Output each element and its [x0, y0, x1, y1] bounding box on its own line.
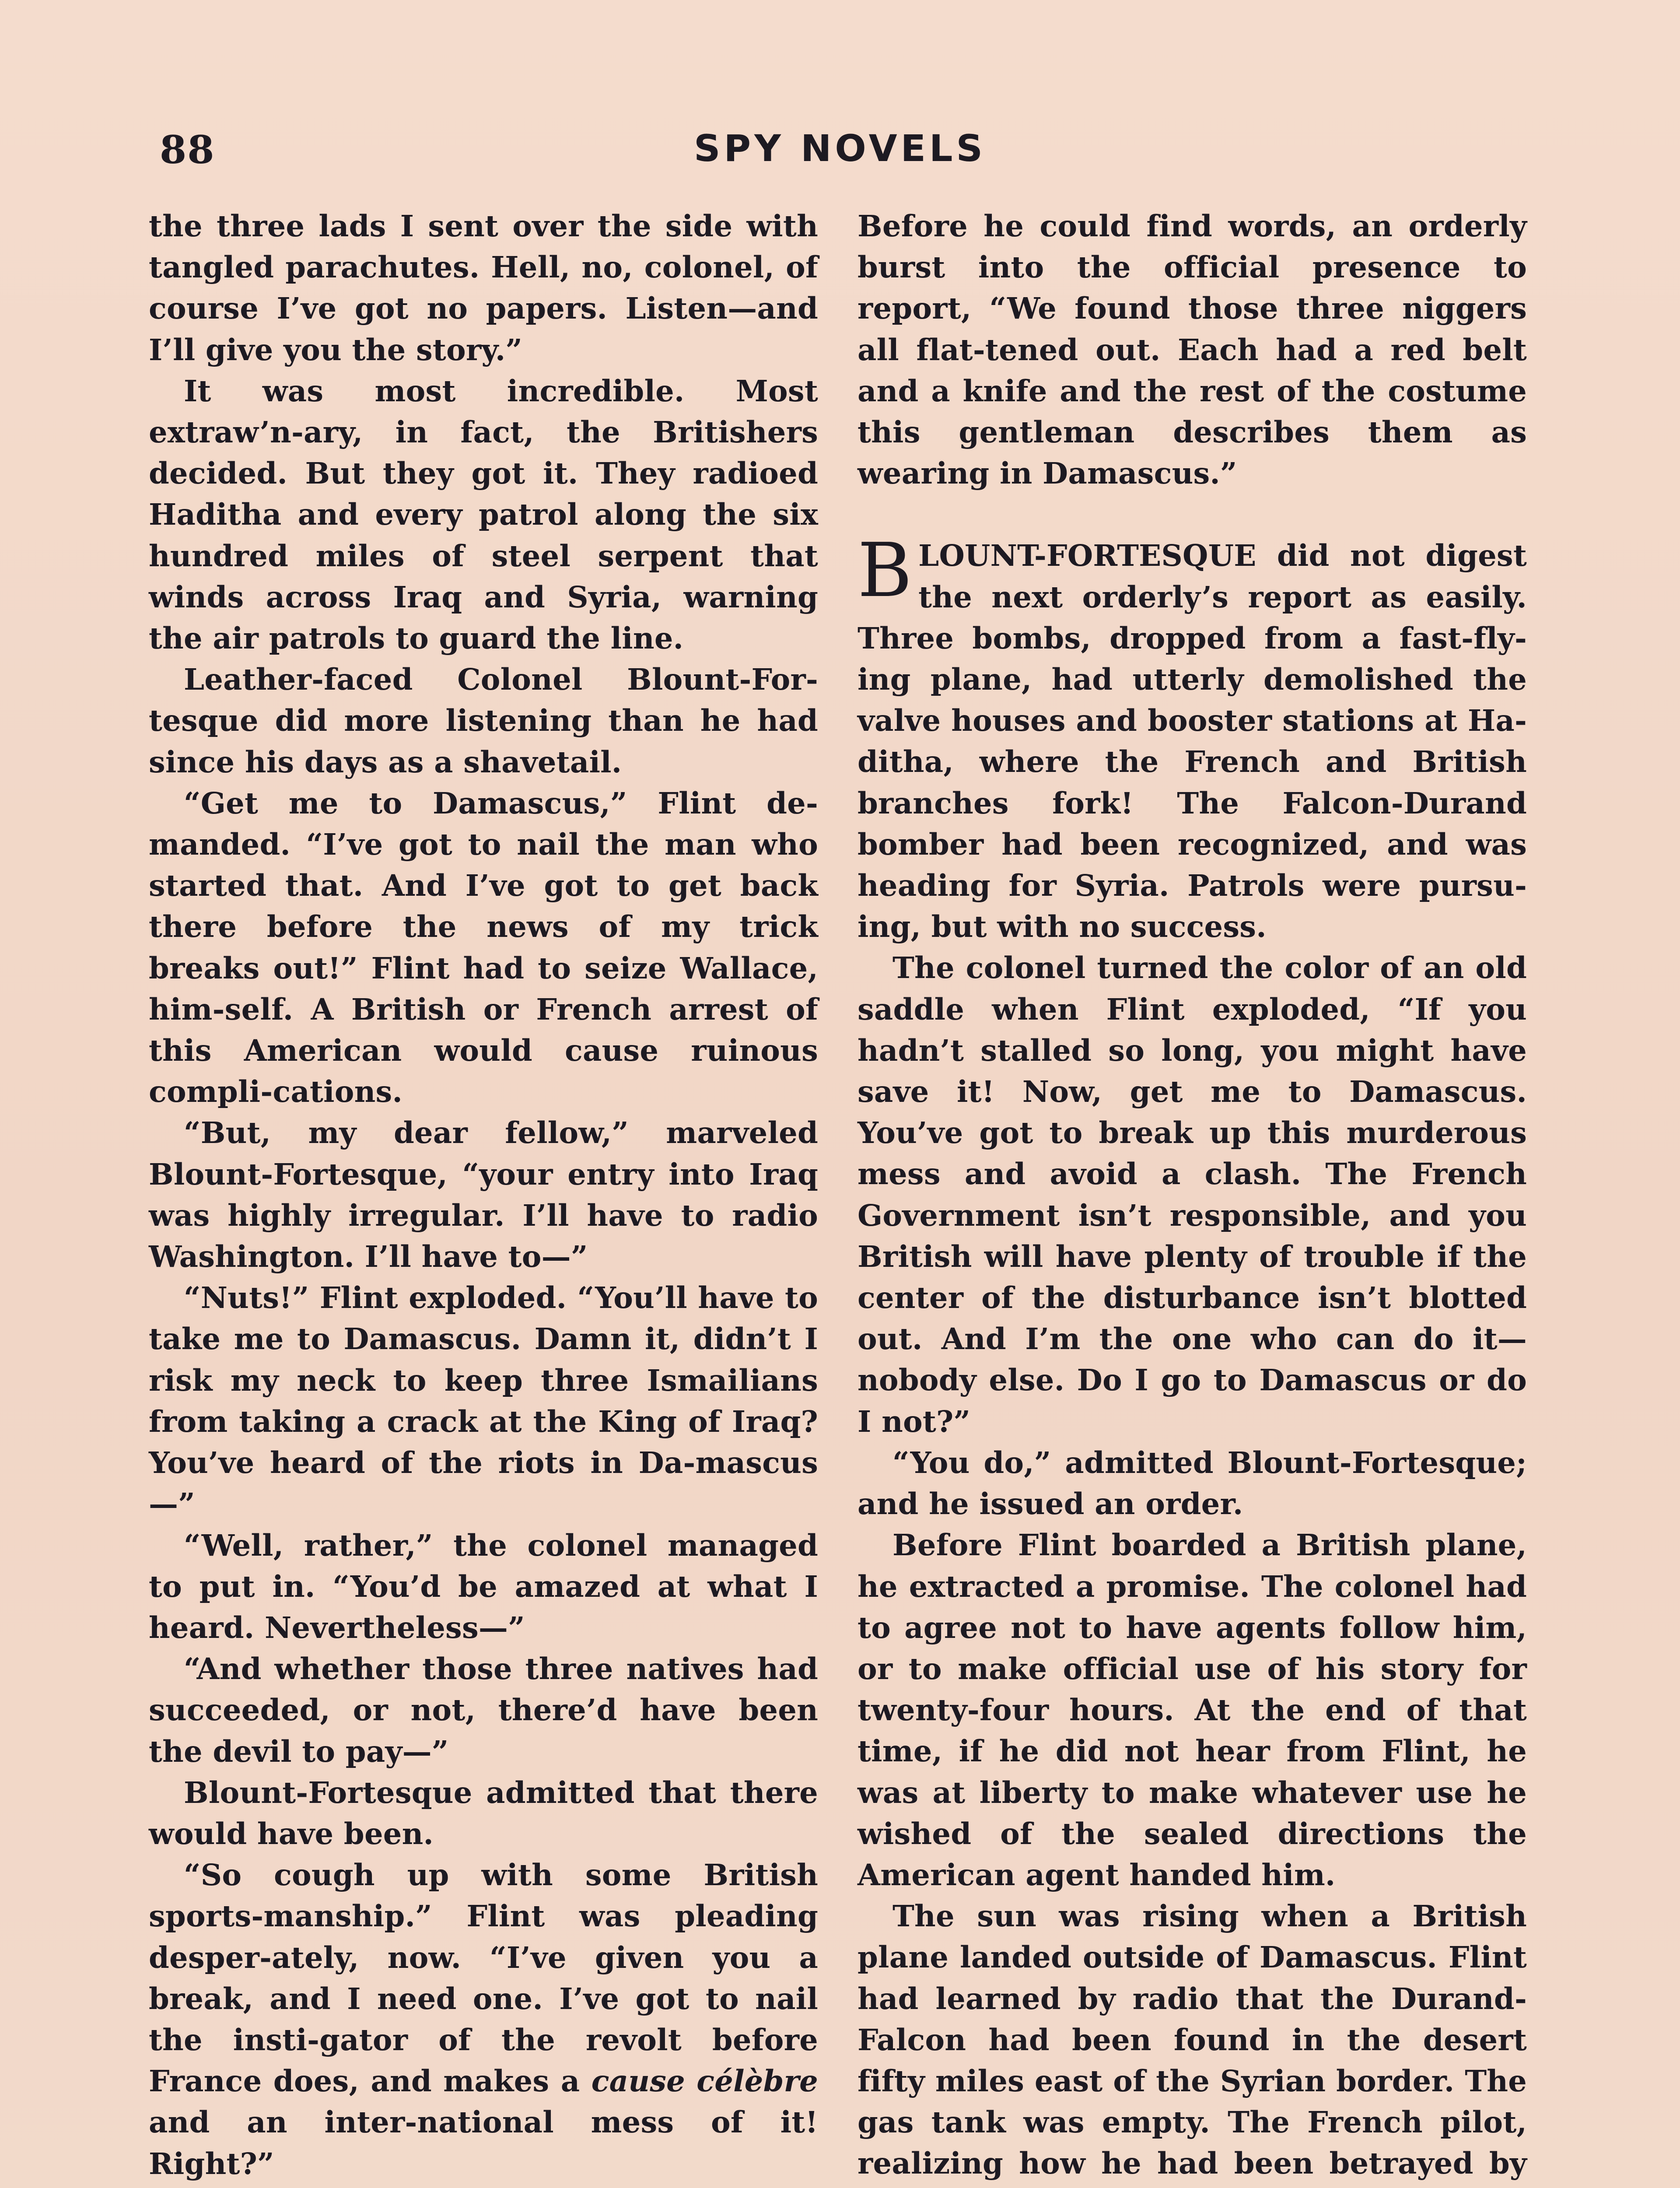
paragraph: Before he could find words, an orderly burst into the official presence to report, “We found those three niggers all flat-tened out. Each had a red belt and a knife and the rest of the costume this gentleman describes them as wearing in Damascus.” [858, 209, 1527, 491]
left-column [149, 206, 818, 2188]
paragraph-text: LOUNT-FORTESQUE did not digest the next orderly’s report as easily. Three bombs, dropped from a fast-fly-ing plane, had utterly demolished the valve houses and booster stations at Ha-ditha, where the French and British branches fork! The Falcon-Durand bomber had been recognized, and was heading for Syria. Patrols were pursu-ing, but with no success. [858, 538, 1527, 944]
italic-phrase: cause célèbre [591, 2064, 818, 2099]
paragraph: Blount-Fortesque admitted that there would have been. [149, 1775, 818, 1851]
paragraph: Leather-faced Colonel Blount-For-tesque did more listening than he had since his days as a shavetail. [149, 662, 818, 779]
page-number: 88 [160, 127, 215, 172]
paragraph: the three lads I sent over the side with tangled parachutes. Hell, no, colonel, of course I’ve got no papers. Listen—and I’ll give you the story.” [149, 209, 818, 367]
paragraph [858, 527, 1527, 947]
magazine-title: SPY NOVELS [694, 127, 986, 170]
paragraph [149, 2184, 818, 2188]
drop-cap: B [858, 527, 913, 614]
paragraph [149, 1855, 818, 2184]
paragraph: “Get me to Damascus,” Flint de-manded. “I’ve got to nail the man who started that. And I’ve got to get back there before the news of my trick breaks out!” Flint had to seize Wallace, him-self. A British or French arrest of this American would cause ruinous compli-cations. [149, 785, 818, 1109]
paragraph-text: “So cough up with some British sports-manship.” Flint was pleading desper-ately, now. “I’ve given you a break, and I need one. I’ve got to nail the insti-gator of the revolt before France does, and makes a [149, 1858, 818, 2099]
paragraph-text: and an inter-national mess of it! Right?” [149, 2105, 818, 2181]
paragraph: The sun was rising when a British plane landed outside of Damascus. Flint had learned by radio that the Durand-Falcon had been found in the desert fifty miles east of the Syrian border. The gas tank was empty. The French pilot, realizing how he had been betrayed by [858, 1899, 1527, 2181]
right-column [858, 206, 1527, 2188]
paragraph: “But, my dear fellow,” marveled Blount-Fortesque, “your entry into Iraq was highly irregular. I’ll have to radio Washington. I’ll have to—” [149, 1115, 818, 1274]
paragraph: “Well, rather,” the colonel managed to put in. “You’d be amazed at what I heard. Nevertheless—” [149, 1528, 818, 1645]
paragraph: The colonel turned the color of an old saddle when Flint exploded, “If you hadn’t stalled so long, you might have save it! Now, get me to Damascus. You’ve got to break up this murderous mess and avoid a clash. The French Government isn’t responsible, and you British will have plenty of trouble if the center of the disturbance isn’t blotted out. And I’m the one who can do it—nobody else. Do I go to Damascus or do I not?” [858, 950, 1527, 1439]
paragraph: “You do,” admitted Blount-Fortesque; and he issued an order. [858, 1445, 1527, 1522]
paragraph: It was most incredible. Most extraw’n-ary, in fact, the Britishers decided. But they got it. They radioed Haditha and every patrol along the six hundred miles of steel serpent that winds across Iraq and Syria, warning the air patrols to guard the line. [149, 373, 818, 656]
page-header [0, 127, 1680, 179]
paragraph: Before Flint boarded a British plane, he extracted a promise. The colonel had to agree not to have agents follow him, or to make official use of his story for twenty-four hours. At the end of that time, if he did not hear from Flint, he was at liberty to make whatever use he wished of the sealed directions the American agent handed him. [858, 1528, 1527, 1892]
paragraph: “Nuts!” Flint exploded. “You’ll have to take me to Damascus. Damn it, didn’t I risk my neck to keep three Ismailians from taking a crack at the King of Iraq? You’ve heard of the riots in Da-mascus—” [149, 1280, 818, 1522]
paragraph: “And whether those three natives had succeeded, or not, there’d have been the devil to pay—” [149, 1652, 818, 1769]
section-break [858, 494, 1527, 535]
